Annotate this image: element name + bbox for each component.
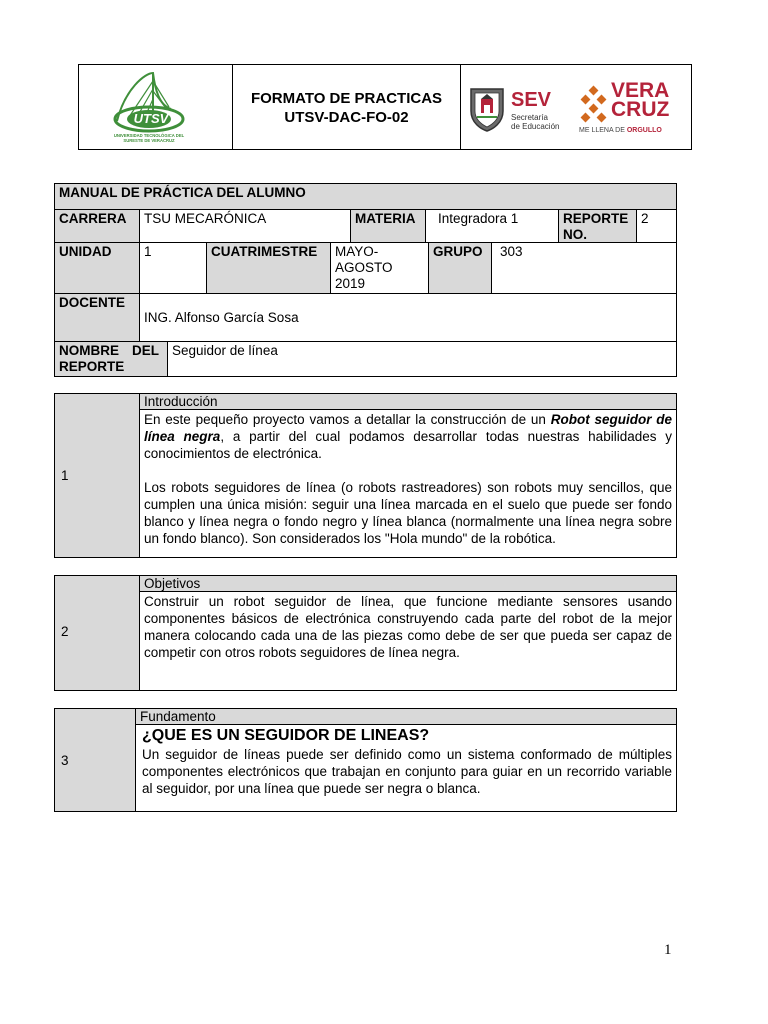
section-3-number: 3 [61, 753, 69, 768]
section-1-body [139, 409, 677, 558]
sev-logo-caption [511, 113, 575, 131]
grupo-label: GRUPO [428, 242, 492, 294]
section-1-number-cell [54, 393, 140, 558]
veracruz-brand-text [611, 81, 687, 119]
sev-logo-text: SEV [511, 89, 552, 111]
docente-value-cell [139, 293, 677, 342]
reporte-label: REPORTE NO. [558, 209, 637, 243]
nombre-label-word2: DEL [132, 343, 159, 358]
sev-logo [511, 89, 575, 139]
reporte-value: 2 [636, 209, 677, 243]
nombre-label-word3: REPORTE [59, 359, 125, 374]
cruz-text: CRUZ [611, 98, 670, 121]
document-header [78, 64, 692, 150]
vera-text: VERA [611, 79, 670, 102]
section-2-body [139, 591, 677, 691]
carrera-value: TSU MECARÓNICA [139, 209, 351, 243]
docente-label: DOCENTE [54, 293, 140, 342]
carrera-label: CARRERA [54, 209, 140, 243]
veracruz-brand-icon [579, 85, 609, 125]
docente-value: ING. Alfonso García Sosa [144, 310, 299, 325]
nombre-label-word1: NOMBRE [59, 343, 119, 358]
sev-caption-line1: Secretaría [511, 113, 548, 122]
veracruz-slogan-part2: ORGULLO [626, 127, 662, 134]
header-title-line2: UTSV-DAC-FO-02 [284, 109, 409, 126]
utsv-logo [97, 69, 217, 147]
section-3-title: Fundamento [135, 708, 677, 725]
section-1-paragraph-1 [144, 411, 672, 462]
header-divider [460, 65, 461, 149]
section-2-paragraph-1: Construir un robot seguidor de línea, que funcione mediante sensores usando componentes básicos de electrónica construyendo cada parte del robot de la mejor manera colocando cada una de las piezas como debe de ser que pueda ser capaz de competir con otros robots seguidores de línea negra. [144, 594, 672, 660]
nombre-label [54, 341, 168, 377]
nombre-value: Seguidor de línea [167, 341, 677, 377]
materia-label: MATERIA [350, 209, 426, 243]
section-3-body [135, 724, 677, 812]
cuatrimestre-label: CUATRIMESTRE [206, 242, 331, 294]
page-number: 1 [664, 942, 672, 958]
veracruz-slogan-part1: ME LLENA DE [579, 127, 627, 134]
section-2-title: Objetivos [139, 575, 677, 592]
section-2-number: 2 [61, 624, 69, 639]
grupo-value: 303 [491, 242, 677, 294]
section-1-p1-bold: Robot seguidor de línea negra [144, 412, 673, 444]
section-3-paragraph-1: Un seguidor de líneas puede ser definido como un sistema conformado de múltiples componentes electrónicos que trabajan en conjunto para guiar en un recorrido variable al seguidor, por una línea que puede ser negra o blanca. [142, 747, 672, 796]
section-3-number-cell [54, 708, 136, 812]
section-1-title: Introducción [139, 393, 677, 410]
unidad-label: UNIDAD [54, 242, 140, 294]
section-1-p1-b: , a partir del cual podamos desarrollar todas nuestras habilidades y conocimientos de electrónica. [144, 429, 672, 461]
section-1-p1-a: En este pequeño proyecto vamos a detallar la construcción de un [144, 412, 551, 427]
manual-title: MANUAL DE PRÁCTICA DEL ALUMNO [54, 183, 677, 210]
utsv-logo-text: UTSV [133, 111, 169, 126]
veracruz-shield-icon [467, 85, 507, 133]
section-1-number: 1 [61, 468, 69, 483]
cuatrimestre-value: MAYO-AGOSTO 2019 [330, 242, 429, 294]
header-title [233, 89, 460, 127]
sev-caption-line2: de Educación [511, 122, 560, 131]
materia-value: Integradora 1 [425, 209, 559, 243]
section-2-number-cell [54, 575, 140, 691]
section-1-paragraph-2: Los robots seguidores de línea (o robots rastreadores) son robots muy sencillos, que cumplen una única misión: seguir una línea marcada en el suelo que puede ser fondo blanco y línea negra o fondo negro y línea blanca (normalmente una línea negra sobre un fondo blanco). Son considerados los "Hola mundo" de la robótica. [144, 480, 672, 546]
unidad-value: 1 [139, 242, 207, 294]
utsv-logo-caption: UNIVERSIDAD TECNOLÓGICA DEL SURESTE DE VERACRUZ [113, 133, 185, 143]
veracruz-slogan [579, 127, 691, 134]
header-title-line1: FORMATO DE PRACTICAS [250, 90, 443, 107]
section-3-heading: ¿QUE ES UN SEGUIDOR DE LINEAS? [142, 727, 430, 744]
